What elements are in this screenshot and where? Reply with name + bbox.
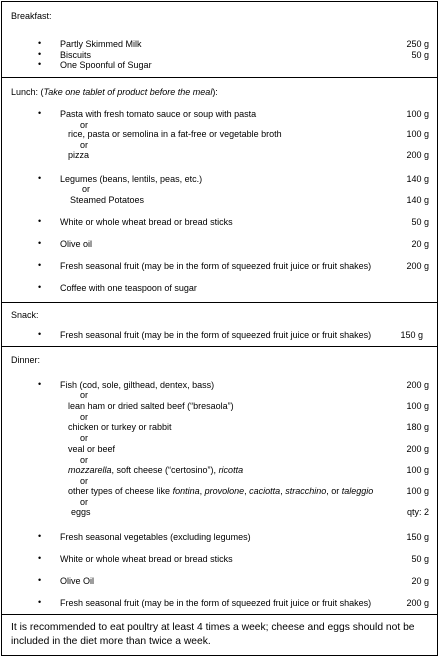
- list-item: veal or beef 200 g: [68, 444, 429, 454]
- list-item: • Fresh seasonal fruit (may be in the form of squeezed fruit juice or fruit shakes) 200 g: [38, 597, 429, 608]
- list-item: chicken or turkey or rabbit 180 g: [68, 422, 429, 432]
- list-item: • White or whole wheat bread or bread sticks 50 g: [38, 216, 429, 227]
- bullet: •: [38, 59, 42, 69]
- breakfast-title: Breakfast:: [11, 11, 52, 21]
- list-item: • Fresh seasonal fruit (may be in the form of squeezed fruit juice or fruit shakes) 150 g: [38, 329, 423, 340]
- list-item: • Coffee with one teaspoon of sugar: [38, 282, 197, 293]
- list-item: • Fish (cod, sole, gilthead, dentex, bass) 200 g: [38, 379, 429, 390]
- list-item: • One Spoonful of Sugar: [38, 59, 152, 70]
- list-item: • Partly Skimmed Milk 250 g: [38, 38, 429, 49]
- dinner-title: Dinner:: [11, 355, 41, 365]
- list-item: • Fresh seasonal fruit (may be in the form of squeezed fruit juice or fruit shakes) 200 g: [38, 260, 429, 271]
- snack-title: Snack:: [11, 310, 39, 320]
- list-item: • White or whole wheat bread or bread sticks 50 g: [38, 553, 429, 564]
- list-item: lean ham or dried salted beef (“bresaola”) 100 g: [68, 401, 429, 411]
- list-item: rice, pasta or semolina in a fat-free or vegetable broth 100 g: [68, 129, 429, 139]
- list-item: • Legumes (beans, lentils, peas, etc.) 140 g: [38, 173, 429, 184]
- lunch-title: Lunch: (Take one tablet of product before the meal):: [11, 87, 218, 97]
- list-item: • Olive Oil 20 g: [38, 575, 429, 586]
- list-item: • Olive oil 20 g: [38, 238, 429, 249]
- list-item: pizza 200 g: [68, 150, 429, 160]
- diet-plan-table: [1, 1, 438, 656]
- list-item: • Pasta with fresh tomato sauce or soup with pasta 100 g: [38, 108, 429, 119]
- list-item: • Biscuits 50 g: [38, 49, 429, 60]
- recommendation-note: It is recommended to eat poultry at least 4 times a week; cheese and eggs should not be included in the diet more than twice a week.: [11, 622, 415, 647]
- bullet: •: [38, 38, 42, 48]
- breakfast-section: [2, 2, 437, 78]
- snack-section: [2, 303, 437, 347]
- note-section: [2, 615, 437, 657]
- list-item: mozzarella, soft cheese (“certosino”), ricotta 100 g: [68, 465, 429, 475]
- list-item: • Fresh seasonal vegetables (excluding legumes) 150 g: [38, 531, 429, 542]
- list-item: other types of cheese like fontina, provolone, caciotta, stracchino, or taleggio 100 g: [68, 486, 429, 496]
- list-item: Steamed Potatoes 140 g: [70, 195, 429, 205]
- lunch-section: Lunch: (Take one tablet of product before the meal): • Pasta with fresh tomato sauce or soup with pasta 100 g or rice, pasta or semolina in a fat-free or vegetable broth 100 g or pizza 200 g • Legumes (beans, lentils, peas, etc.) 140 g or Steamed Potatoes 140 g • White or whole wheat bread or bread sticks 50 g • Olive oil 20 g • Fresh seasonal fruit (may be in the form of squeezed fruit juice or fruit shakes) 200 g • Coffee with one teaspoon of sugar: [2, 78, 437, 303]
- dinner-section: Dinner: • Fish (cod, sole, gilthead, dentex, bass) 200 g or lean ham or dried salted beef (“bresaola”) 100 g or chicken or turkey or rabbit 180 g or veal or beef 200 g or mozzarella, soft cheese (“certosino”), ricotta 100 g or other types of cheese like fontina, provolone, caciotta, stracchino, or taleggio 100 g or eggs qty: 2 • Fresh seasonal vegetables (excluding legumes) 150 g • White or whole wheat bread or bread sticks 50 g • Olive Oil 20 g • Fresh seasonal fruit (may be in the form of squeezed fruit juice or fruit shakes) 200 g: [2, 347, 437, 615]
- list-item: eggs qty: 2: [71, 507, 429, 517]
- bullet: •: [38, 49, 42, 59]
